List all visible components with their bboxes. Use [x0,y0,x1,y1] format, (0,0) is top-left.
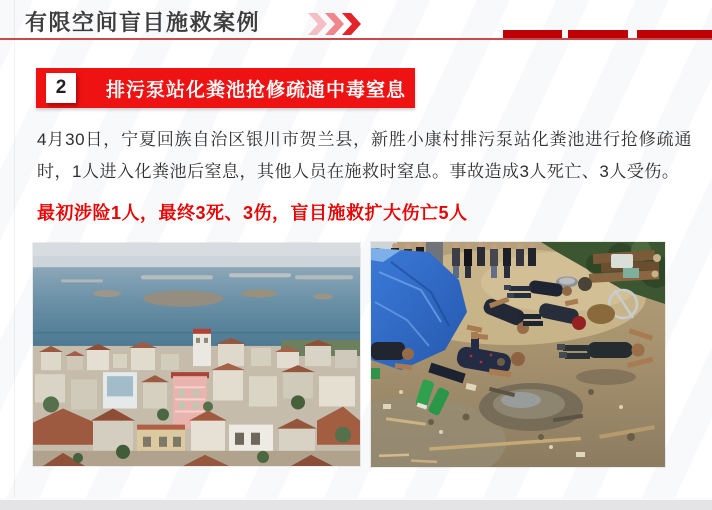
casualty-summary: 最初涉险1人，最终3死、3伤，盲目施救扩大伤亡5人 [37,203,468,223]
bottom-edge-band [0,498,712,510]
case-banner-title: 排污泵站化粪池抢修疏通中毒窒息 [106,79,407,101]
triple-chevron-icon [308,13,362,35]
header-dash-1 [503,30,562,38]
case-description: 4月30日，宁夏回族自治区银川市贺兰县，新胜小康村排污泵站化粪池进行抢修疏通时，1人进入化粪池后窒息，其他人员在施救时窒息。事故造成3人死亡、3人受伤。 [37,130,692,181]
header-rule [0,38,712,40]
accident-scene-photo [371,242,665,467]
case-number-badge: 2 [46,73,76,103]
left-edge-line [14,0,15,497]
page-title: 有限空间盲目施救案例 [25,10,261,35]
case-banner [36,68,415,108]
header-dash-2 [568,30,628,38]
header-dash-3 [637,30,712,38]
town-photo [33,243,360,466]
